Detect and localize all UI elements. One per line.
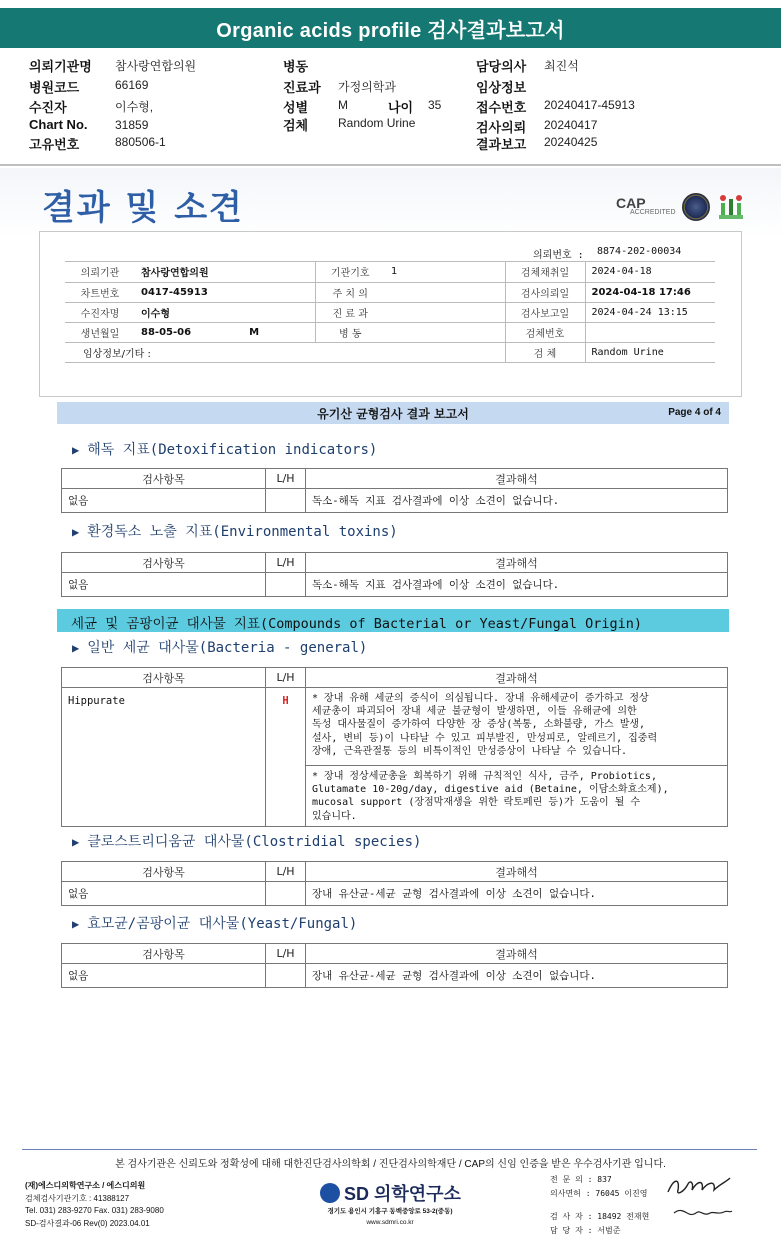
section-heading-detox bbox=[72, 439, 377, 459]
interp-cell: 독소-해독 지표 검사결과에 이상 소견이 없습니다. bbox=[306, 573, 728, 597]
triangle-right-icon: ▶ bbox=[72, 525, 80, 539]
report-subtitle: 유기산 균형검사 결과 보고서 bbox=[317, 407, 469, 421]
col-header-item: 검사항목 bbox=[62, 553, 266, 573]
signer-value: 837 bbox=[597, 1175, 612, 1184]
interp-line: 세균총이 파괴되어 장내 세균 불균형이 발생하면, 이들 유해균에 의한 bbox=[312, 706, 637, 718]
technician-signature bbox=[672, 1203, 734, 1223]
info-key: 기관기호 bbox=[315, 262, 385, 282]
section-heading-text: 클로스트리디움균 대사물(Clostridial species) bbox=[87, 834, 422, 850]
results-title: 결과 및 소견 bbox=[42, 188, 244, 228]
col-header-interp: 결과해석 bbox=[306, 862, 728, 882]
report-title-bar bbox=[57, 402, 729, 424]
item-cell: Hippurate bbox=[62, 688, 266, 827]
patient-header bbox=[0, 52, 781, 164]
interp-line: Glutamate 10-20g/day, digestive aid (Betaine, 이담소화효소제), bbox=[312, 784, 669, 796]
request-number: 8874-202-00034 bbox=[597, 246, 682, 257]
request-number-label: 의뢰번호 : bbox=[533, 250, 584, 261]
sex-value: M bbox=[249, 326, 260, 338]
section-heading-env bbox=[72, 521, 398, 541]
info-value bbox=[385, 322, 505, 342]
section-heading-clostridia bbox=[72, 831, 421, 851]
institute-phone: Tel. 031) 283-9270 Fax. 031) 283-9080 bbox=[25, 1206, 164, 1215]
physician-signature bbox=[664, 1172, 734, 1200]
lh-cell bbox=[266, 573, 306, 597]
cap-logo bbox=[616, 195, 676, 216]
col-header-interp: 결과해석 bbox=[306, 469, 728, 489]
info-value: 참사랑연합의원 bbox=[135, 262, 315, 282]
info-key: 생년월일 bbox=[65, 322, 135, 342]
header-value: 최진석 bbox=[544, 59, 579, 73]
triangle-right-icon: ▶ bbox=[72, 641, 80, 655]
signer-row bbox=[550, 1211, 649, 1225]
signer-value: 18492 전재현 bbox=[597, 1212, 650, 1221]
info-value: 1 bbox=[385, 262, 505, 282]
interp-line: * 장내 유해 세균의 증식이 의심됩니다. 장내 유해세균이 증가하고 정상 bbox=[312, 693, 649, 704]
header-label: 의뢰기관명 bbox=[29, 59, 92, 74]
col-header-interp: 결과해석 bbox=[306, 944, 728, 964]
header-value: 66169 bbox=[115, 78, 149, 92]
header-label: 결과보고 bbox=[476, 137, 527, 152]
header-label: 병원코드 bbox=[29, 80, 80, 95]
interp-line: 장애, 근육관절통 등의 비특이적인 만성증상이 나타날 수 있습니다. bbox=[312, 745, 628, 757]
info-key: 병 동 bbox=[315, 322, 385, 342]
interp-cell: 독소-해독 지표 검사결과에 이상 소견이 없습니다. bbox=[306, 489, 728, 513]
header-value: M bbox=[338, 98, 348, 112]
signer-role: 의사면허 : bbox=[550, 1189, 591, 1198]
interp-cell bbox=[306, 688, 728, 766]
cap-logo-text: CAP bbox=[616, 195, 646, 211]
footer-divider bbox=[22, 1149, 757, 1150]
info-value bbox=[135, 322, 315, 342]
col-header-lh: L/H bbox=[266, 862, 306, 882]
signer-value: 76045 이진영 bbox=[595, 1189, 648, 1198]
info-key: 검사보고일 bbox=[505, 302, 585, 322]
form-revision: SD-검사결과-06 Rev(0) 2023.04.01 bbox=[25, 1218, 150, 1228]
signer-role: 검 사 자 : bbox=[550, 1212, 593, 1221]
header-value: 31859 bbox=[115, 118, 149, 132]
triangle-right-icon: ▶ bbox=[72, 835, 80, 849]
info-key: 검사의뢰일 bbox=[505, 282, 585, 302]
col-header-interp: 결과해석 bbox=[306, 668, 728, 688]
sd-logo bbox=[320, 1180, 470, 1206]
info-row bbox=[65, 262, 715, 282]
institute-info bbox=[25, 1180, 164, 1230]
interp-line: 독성 대사물질이 증가하여 다양한 장 증상(복통, 소화불량, 가스 발생, bbox=[312, 719, 646, 731]
signer-value: 서범준 bbox=[597, 1226, 621, 1235]
interp-line: mucosal support (장점막재생을 위한 락토페린 등)가 도움이 될 수 bbox=[312, 797, 641, 809]
section-heading-text: 해독 지표(Detoxification indicators) bbox=[87, 442, 378, 458]
info-row bbox=[65, 342, 715, 362]
address-line: 경기도 용인시 기흥구 동백중앙로 53-2(중동) bbox=[327, 1208, 453, 1215]
accreditation-statement: 본 검사기관은 신뢰도와 정확성에 대해 대한진단검사의학회 / 진단검사의학재단 / CAP의 신임 인증을 받은 우수검사기관 입니다. bbox=[115, 1159, 666, 1170]
signer-row bbox=[550, 1188, 649, 1202]
header-value: 20240425 bbox=[544, 135, 598, 149]
section-heading-yeast bbox=[72, 913, 357, 933]
info-key: 진 료 과 bbox=[315, 302, 385, 322]
info-key: 검 체 bbox=[505, 342, 585, 362]
header-label: 진료과 bbox=[283, 80, 321, 95]
header-divider bbox=[0, 164, 781, 166]
institute-name: (재)에스디의학연구소 / 에스디의원 bbox=[25, 1181, 146, 1190]
col-header-interp: 결과해석 bbox=[306, 553, 728, 573]
item-cell: 없음 bbox=[62, 573, 266, 597]
header-value: 880506-1 bbox=[115, 135, 166, 149]
section-heading-text: 효모균/곰팡이균 대사물(Yeast/Fungal) bbox=[87, 916, 358, 932]
section-heading-text: 일반 세균 대사물(Bacteria - general) bbox=[87, 640, 368, 656]
info-value: Random Urine bbox=[585, 342, 715, 362]
info-key: 수진자명 bbox=[65, 302, 135, 322]
clinical-info: 임상정보/기타 : bbox=[65, 342, 505, 362]
col-header-lh: L/H bbox=[266, 668, 306, 688]
info-value: 2024-04-24 13:15 bbox=[585, 302, 715, 322]
info-value bbox=[385, 302, 505, 322]
header-label: 임상정보 bbox=[476, 80, 527, 95]
title-bar bbox=[0, 0, 781, 50]
header-label: 수진자 bbox=[29, 100, 67, 115]
info-value bbox=[585, 322, 715, 342]
detox-table bbox=[61, 468, 728, 513]
lh-cell bbox=[266, 964, 306, 988]
society-seal-icon bbox=[682, 193, 710, 221]
interp-cell: 장내 유산균-세균 균형 검사결과에 이상 소견이 없습니다. bbox=[306, 964, 728, 988]
institute-code: 검체검사기관기호 : 41388127 bbox=[25, 1193, 130, 1203]
table-row bbox=[62, 573, 728, 597]
header-label: 검사의뢰 bbox=[476, 120, 527, 135]
birth-date: 88-05-06 bbox=[141, 326, 192, 338]
col-header-item: 검사항목 bbox=[62, 469, 266, 489]
info-key: 주 치 의 bbox=[315, 282, 385, 302]
info-key: 검체번호 bbox=[505, 322, 585, 342]
lh-cell bbox=[266, 882, 306, 906]
header-value: 이수형, bbox=[115, 100, 154, 114]
info-value bbox=[385, 282, 505, 302]
header-label: 담당의사 bbox=[476, 59, 527, 74]
sd-logo-icon bbox=[320, 1183, 340, 1203]
header-value: 20240417 bbox=[544, 118, 598, 132]
age-value: 35 bbox=[428, 98, 442, 112]
col-header-lh: L/H bbox=[266, 944, 306, 964]
item-cell: 없음 bbox=[62, 882, 266, 906]
report-title: Organic acids profile 검사결과보고서 bbox=[0, 8, 781, 48]
info-value: 2024-04-18 bbox=[585, 262, 715, 282]
header-value: Random Urine bbox=[338, 116, 416, 130]
col-header-item: 검사항목 bbox=[62, 862, 266, 882]
interp-line: 있습니다. bbox=[312, 810, 357, 822]
table-row bbox=[62, 688, 728, 766]
interp-line: * 장내 정상세균총을 회복하기 위해 규칙적인 식사, 금주, Probiotics, bbox=[312, 771, 657, 782]
col-header-lh: L/H bbox=[266, 553, 306, 573]
lh-cell: H bbox=[266, 688, 306, 827]
header-value: 가정의학과 bbox=[338, 80, 396, 94]
header-label: 검체 bbox=[283, 118, 309, 133]
cap-logo-subtext: ACCREDITED bbox=[630, 209, 676, 216]
yeast-table bbox=[61, 943, 728, 988]
signer-role: 담 당 자 : bbox=[550, 1226, 593, 1235]
signer-row bbox=[550, 1225, 649, 1239]
item-cell: 없음 bbox=[62, 964, 266, 988]
info-row bbox=[65, 282, 715, 302]
header-label: 병동 bbox=[283, 59, 309, 74]
info-key: 검체채취일 bbox=[505, 262, 585, 282]
lab-mark-icon bbox=[718, 193, 744, 221]
triangle-right-icon: ▶ bbox=[72, 443, 80, 457]
table-row bbox=[62, 489, 728, 513]
interp-line: 설사, 변비 등)이 나타날 수 있고 피부발진, 만성피로, 알레르기, 집중력 bbox=[312, 732, 658, 744]
interp-cell bbox=[306, 766, 728, 827]
header-label: 접수번호 bbox=[476, 100, 527, 115]
header-label: Chart No. bbox=[29, 117, 88, 132]
header-label: 고유번호 bbox=[29, 137, 80, 152]
signers bbox=[550, 1174, 649, 1239]
table-row bbox=[62, 882, 728, 906]
sd-logo-text: SD 의학연구소 bbox=[344, 1184, 461, 1204]
info-value: 2024-04-18 17:46 bbox=[585, 282, 715, 302]
header-label: 성별 bbox=[283, 100, 309, 115]
info-key: 차트번호 bbox=[65, 282, 135, 302]
item-cell: 없음 bbox=[62, 489, 266, 513]
section-heading-text: 환경독소 노출 지표(Environmental toxins) bbox=[87, 524, 398, 540]
page-indicator: Page 4 of 4 bbox=[668, 407, 721, 418]
col-header-item: 검사항목 bbox=[62, 944, 266, 964]
specimen-info-table bbox=[65, 262, 715, 363]
interp-cell: 장내 유산균-세균 균형 검사결과에 이상 소견이 없습니다. bbox=[306, 882, 728, 906]
info-value: 이수형 bbox=[135, 302, 315, 322]
age-label: 나이 bbox=[388, 100, 414, 115]
lh-cell bbox=[266, 489, 306, 513]
signer-row bbox=[550, 1174, 649, 1188]
info-key: 의뢰기관 bbox=[65, 262, 135, 282]
triangle-right-icon: ▶ bbox=[72, 917, 80, 931]
bacterial-fungal-section-bar: 세균 및 곰팡이균 대사물 지표(Compounds of Bacterial or Yeast/Fungal Origin) bbox=[57, 609, 729, 632]
header-value: 참사랑연합의원 bbox=[115, 59, 197, 73]
info-row bbox=[65, 302, 715, 322]
col-header-lh: L/H bbox=[266, 469, 306, 489]
website: www.sdmri.co.kr bbox=[366, 1219, 414, 1226]
env-table bbox=[61, 552, 728, 597]
institute-address bbox=[290, 1206, 490, 1228]
header-value: 20240417-45913 bbox=[544, 98, 635, 112]
clostridia-table bbox=[61, 861, 728, 906]
bacteria-table bbox=[61, 667, 728, 827]
table-row bbox=[62, 964, 728, 988]
info-value: 0417-45913 bbox=[135, 282, 315, 302]
info-row bbox=[65, 322, 715, 342]
section-heading-bacteria bbox=[72, 637, 367, 657]
col-header-item: 검사항목 bbox=[62, 668, 266, 688]
signer-role: 전 문 의 : bbox=[550, 1175, 593, 1184]
